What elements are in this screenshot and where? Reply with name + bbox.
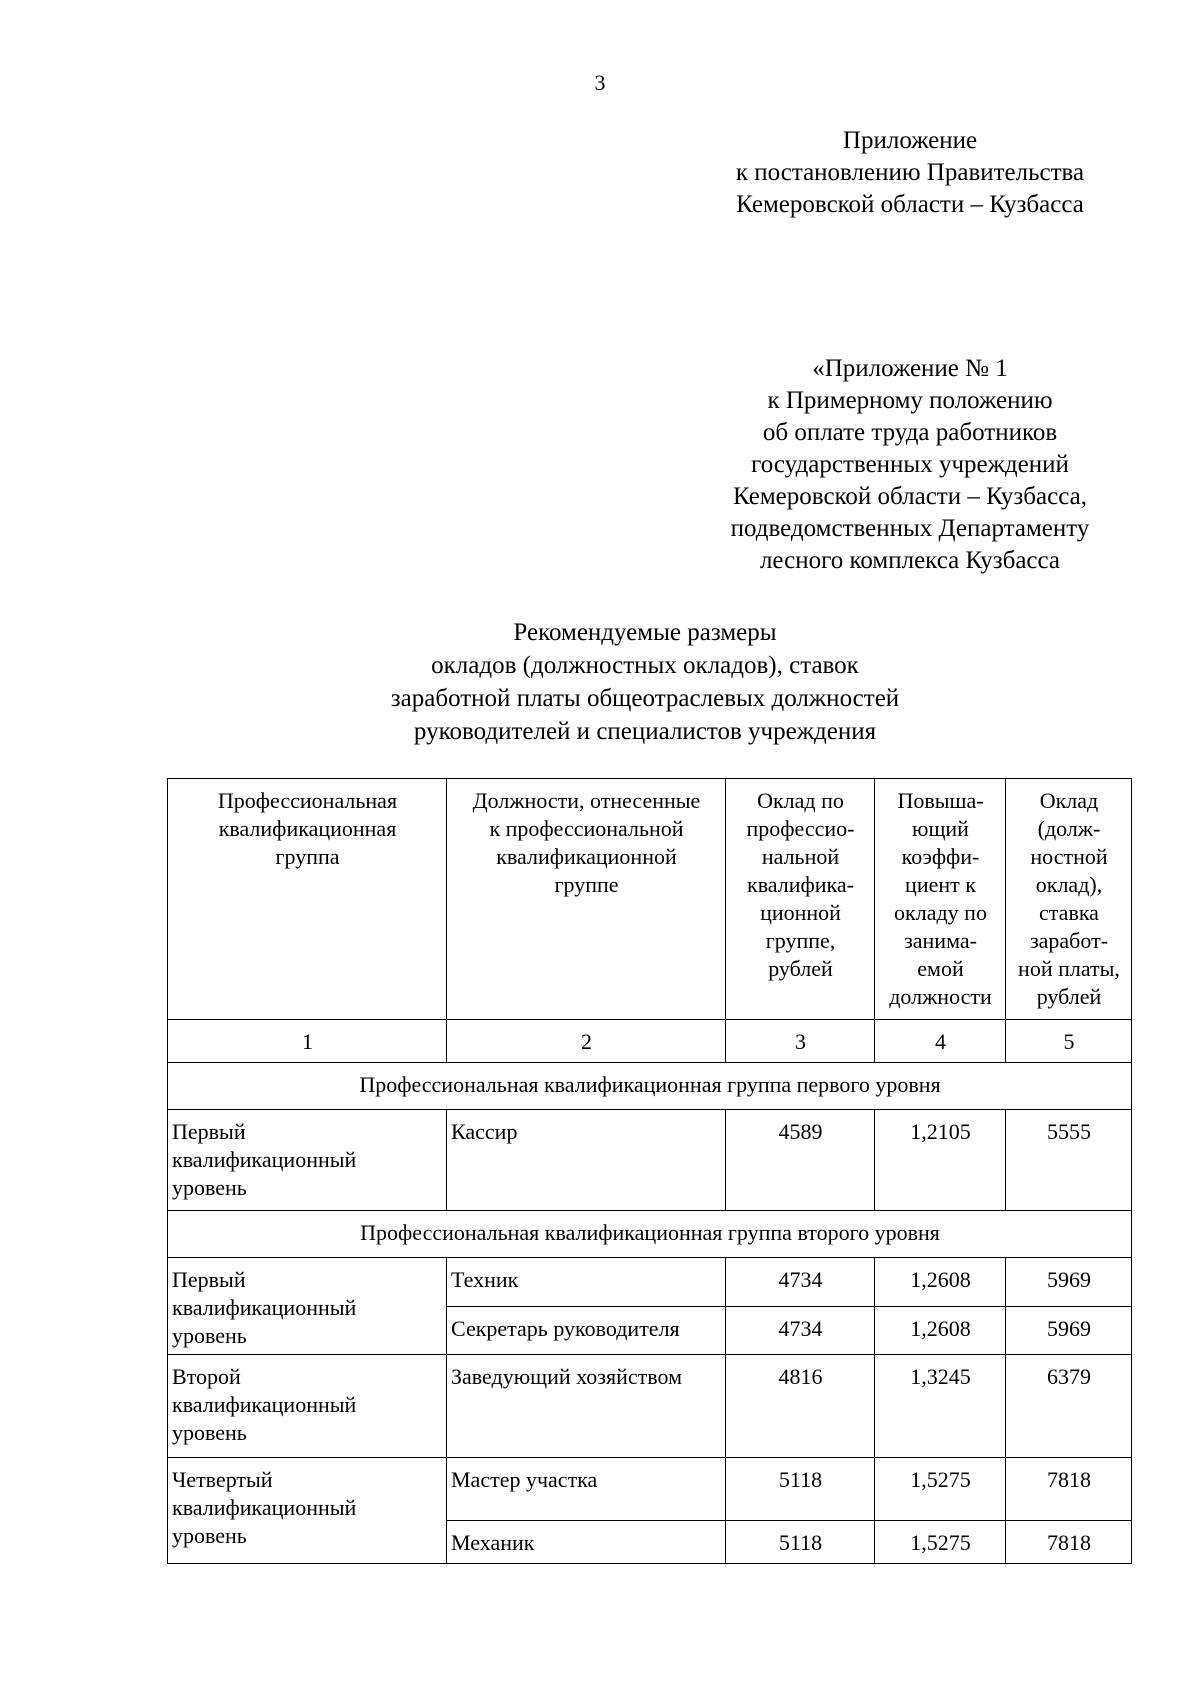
header-line: квалифика-	[747, 872, 854, 897]
header-line: группа	[275, 844, 340, 869]
table-row	[168, 1258, 1132, 1307]
level-line: Второй	[172, 1364, 241, 1389]
header-cell-total	[1006, 779, 1132, 1020]
table-row	[168, 1110, 1132, 1211]
level-line: квалификационный	[172, 1295, 357, 1320]
header-line: ставка	[1039, 900, 1099, 925]
position-cell: Техник	[447, 1258, 726, 1307]
salary-cell: 5118	[726, 1521, 875, 1564]
position-cell: Кассир	[447, 1110, 726, 1211]
header-line: нальной	[761, 844, 840, 869]
appendix-inner-line: подведомственных Департаменту	[730, 515, 1090, 542]
appendix-line: Кемеровской области – Кузбасса	[736, 191, 1084, 218]
appendix-inner-line: об оплате труда работников	[762, 419, 1058, 446]
position-cell: Секретарь руководителя	[447, 1306, 726, 1355]
document-title	[300, 616, 990, 748]
level-line: Четвертый	[172, 1467, 273, 1492]
coefficient-cell: 1,2608	[875, 1258, 1006, 1307]
column-number-row	[168, 1020, 1132, 1063]
page-number: 3	[594, 70, 606, 95]
coefficient-cell: 1,2608	[875, 1306, 1006, 1355]
title-line: руководителей и специалистов учреждения	[413, 718, 877, 745]
total-cell: 7818	[1006, 1458, 1132, 1521]
group-heading-first-level: Профессиональная квалификационная группа первого уровня	[168, 1063, 1132, 1110]
level-line: уровень	[172, 1420, 247, 1445]
header-line: квалификационная	[218, 816, 397, 841]
appendix-inner-line: лесного комплекса Кузбасса	[759, 547, 1061, 574]
salary-cell: 4589	[726, 1110, 875, 1211]
salary-cell: 5118	[726, 1458, 875, 1521]
header-line: профессио-	[746, 816, 855, 841]
total-cell: 5969	[1006, 1306, 1132, 1355]
header-line: заработ-	[1029, 928, 1109, 953]
qualification-level-cell	[168, 1258, 447, 1355]
total-cell: 7818	[1006, 1521, 1132, 1564]
header-line: рублей	[768, 956, 833, 981]
header-line: Повыша-	[897, 788, 984, 813]
position-cell: Заведующий хозяйством	[447, 1355, 726, 1458]
column-number: 2	[447, 1020, 726, 1063]
header-line: к профессиональной	[489, 816, 684, 841]
header-line: квалификационной	[496, 844, 677, 869]
table-row	[168, 1355, 1132, 1458]
appendix-inner-line: «Приложение № 1	[812, 355, 1008, 382]
group-heading-row	[168, 1211, 1132, 1258]
coefficient-cell: 1,5275	[875, 1458, 1006, 1521]
header-cell-positions	[447, 779, 726, 1020]
column-number: 3	[726, 1020, 875, 1063]
position-cell: Механик	[447, 1521, 726, 1564]
header-line: Оклад	[1039, 788, 1099, 813]
header-line: рублей	[1036, 984, 1102, 1009]
appendix-line: к постановлению Правительства	[735, 159, 1085, 186]
title-line: заработной платы общеотраслевых должностей	[390, 685, 900, 712]
header-line: группе,	[765, 928, 836, 953]
header-line: занима-	[904, 928, 977, 953]
total-cell: 6379	[1006, 1355, 1132, 1458]
table-header-row	[168, 779, 1132, 1020]
header-line: Профессиональная	[217, 788, 398, 813]
header-cell-coefficient	[875, 779, 1006, 1020]
salary-cell: 4734	[726, 1306, 875, 1355]
header-line: ной платы,	[1018, 956, 1120, 981]
appendix-inner-line: к Примерному положению	[767, 387, 1053, 414]
level-line: квалификационный	[172, 1495, 357, 1520]
qualification-level-cell	[168, 1355, 447, 1458]
total-cell: 5555	[1006, 1110, 1132, 1211]
header-line: Оклад по	[757, 788, 844, 813]
table-row	[168, 1458, 1132, 1521]
group-heading-row	[168, 1063, 1132, 1110]
level-line: уровень	[172, 1523, 247, 1548]
coefficient-cell: 1,5275	[875, 1521, 1006, 1564]
header-line: циент к	[905, 872, 976, 897]
appendix-header	[690, 125, 1130, 221]
header-line: ющий	[912, 816, 969, 841]
title-line: Рекомендуемые размеры	[513, 619, 777, 646]
level-line: Первый	[172, 1119, 246, 1144]
qualification-level-cell	[168, 1458, 447, 1564]
header-line: ционной	[760, 900, 841, 925]
column-number: 1	[168, 1020, 447, 1063]
level-line: квалификационный	[172, 1392, 357, 1417]
title-line: окладов (должностных окладов), ставок	[431, 652, 859, 679]
salary-table	[167, 778, 1132, 1564]
header-line: оклад),	[1035, 872, 1103, 897]
header-line: коэффи-	[901, 844, 980, 869]
header-line: (долж-	[1037, 816, 1101, 841]
total-cell: 5969	[1006, 1258, 1132, 1307]
header-line: группе	[554, 872, 619, 897]
salary-cell: 4816	[726, 1355, 875, 1458]
level-line: Первый	[172, 1267, 246, 1292]
coefficient-cell: 1,3245	[875, 1355, 1006, 1458]
column-number: 5	[1006, 1020, 1132, 1063]
salary-cell: 4734	[726, 1258, 875, 1307]
level-line: уровень	[172, 1323, 247, 1348]
level-line: квалификационный	[172, 1147, 357, 1172]
level-line: уровень	[172, 1175, 247, 1200]
header-line: емой	[917, 956, 964, 981]
appendix-line: Приложение	[842, 127, 978, 154]
header-line: окладу по	[894, 900, 987, 925]
column-number: 4	[875, 1020, 1006, 1063]
header-line: Должности, отнесенные	[472, 788, 701, 813]
appendix-inner-header	[690, 353, 1130, 577]
group-heading-second-level: Профессиональная квалификационная группа второго уровня	[168, 1211, 1132, 1258]
appendix-inner-line: Кемеровской области – Кузбасса,	[733, 483, 1087, 510]
header-cell-group	[168, 779, 447, 1020]
coefficient-cell: 1,2105	[875, 1110, 1006, 1211]
qualification-level-cell	[168, 1110, 447, 1211]
header-line: должности	[889, 984, 992, 1009]
header-cell-salary	[726, 779, 875, 1020]
appendix-inner-line: государственных учреждений	[751, 451, 1069, 478]
position-cell: Мастер участка	[447, 1458, 726, 1521]
header-line: ностной	[1030, 844, 1108, 869]
